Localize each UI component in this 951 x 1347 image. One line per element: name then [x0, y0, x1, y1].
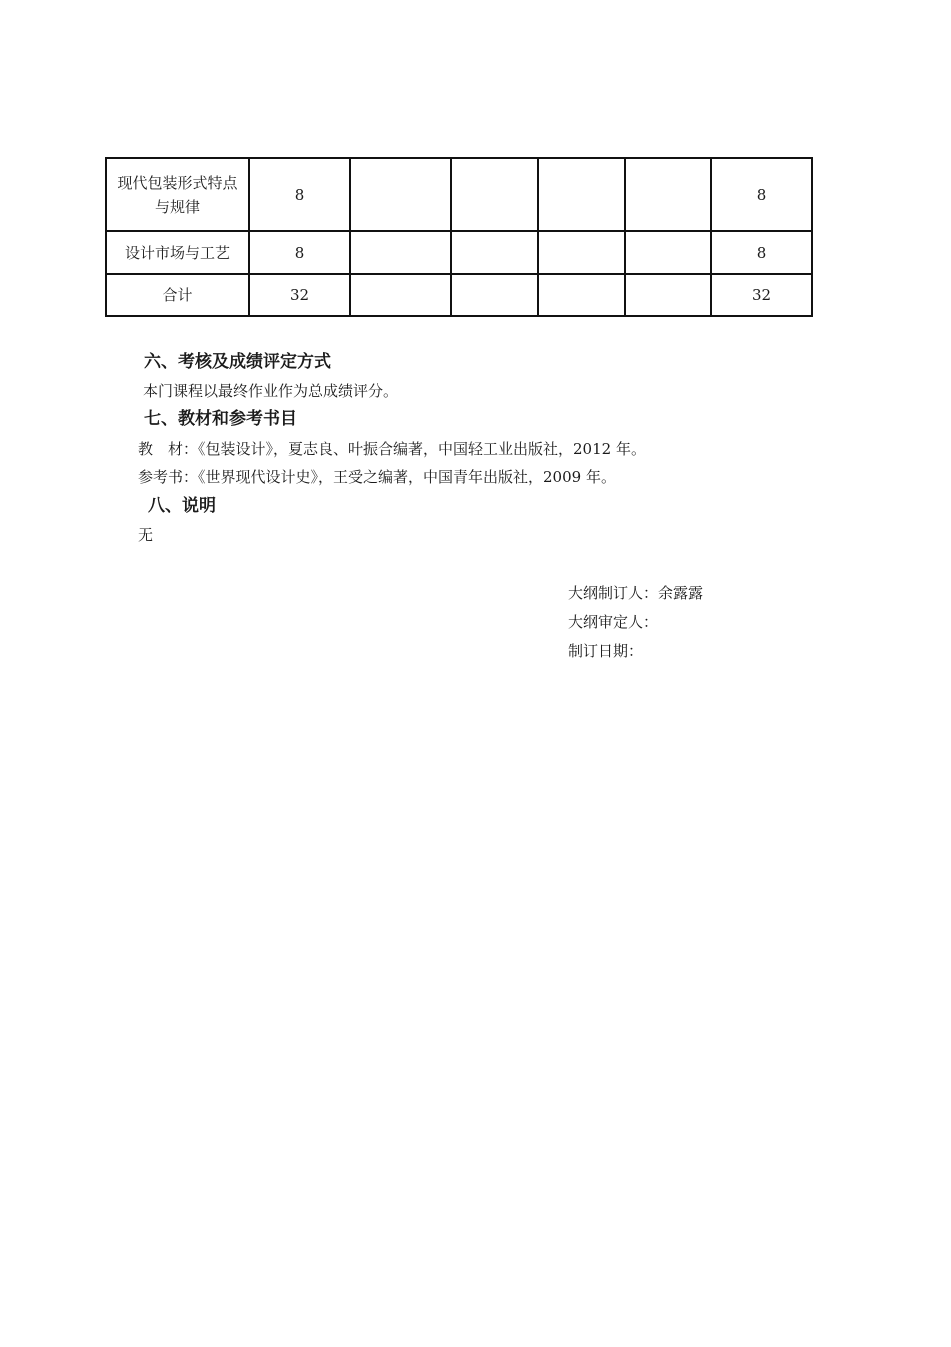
total-cell: 8: [711, 231, 812, 274]
section-heading-notes: 八、说明: [148, 496, 216, 516]
hours-cell: [350, 158, 451, 231]
textbook-line: 教 材：《包装设计》，夏志良、叶振合编著，中国轻工业出版社，2012 年。: [138, 440, 646, 458]
topic-cell: 设计市场与工艺: [106, 231, 249, 274]
hours-cell: [350, 274, 451, 316]
hours-cell: [625, 274, 711, 316]
topic-cell: 合计: [106, 274, 249, 316]
total-cell: 8: [711, 158, 812, 231]
hours-cell: [538, 274, 625, 316]
syllabus-date: 制订日期：: [568, 642, 644, 660]
table-row: [106, 274, 812, 316]
hours-table: [105, 157, 813, 317]
hours-cell: 8: [249, 231, 350, 274]
hours-cell: 8: [249, 158, 350, 231]
assessment-text: 本门课程以最终作业作为总成绩评分。: [143, 382, 399, 400]
hours-cell: [451, 231, 538, 274]
section-heading-assessment: 六、考核及成绩评定方式: [144, 352, 331, 372]
syllabus-author: 大纲制订人：余露露: [568, 584, 704, 602]
hours-cell: [350, 231, 451, 274]
hours-cell: [538, 158, 625, 231]
syllabus-reviewer: 大纲审定人：: [568, 613, 659, 631]
table-row: [106, 231, 812, 274]
section-heading-textbooks: 七、教材和参考书目: [144, 409, 297, 429]
hours-cell: [538, 231, 625, 274]
hours-cell: [625, 158, 711, 231]
hours-cell: [625, 231, 711, 274]
total-cell: 32: [711, 274, 812, 316]
hours-cell: 32: [249, 274, 350, 316]
topic-cell: 现代包装形式特点与规律: [106, 158, 249, 231]
notes-text: 无: [138, 526, 154, 544]
reference-line: 参考书：《世界现代设计史》，王受之编著，中国青年出版社，2009 年。: [138, 468, 616, 486]
table-row: [106, 158, 812, 231]
hours-cell: [451, 158, 538, 231]
hours-cell: [451, 274, 538, 316]
